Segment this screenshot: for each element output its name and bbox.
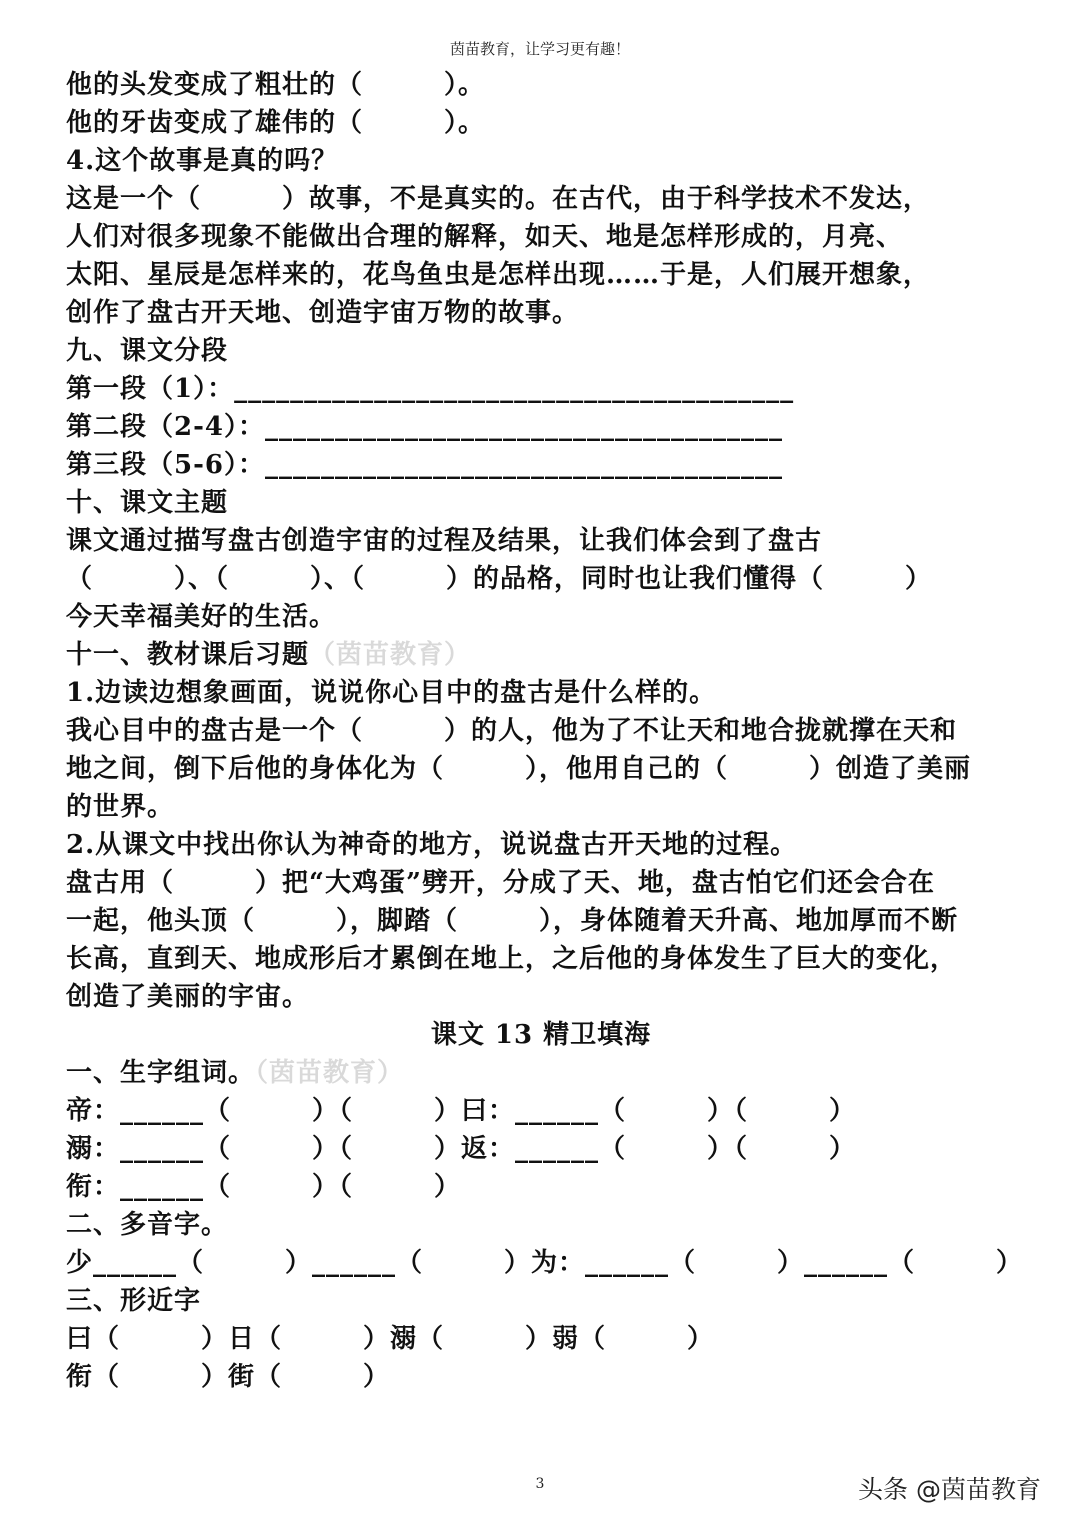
section-heading (66, 636, 1016, 674)
text-line: 盘古用（ ）把“大鸡蛋”劈开，分成了天、地，盘古怕它们还会合在 (66, 868, 935, 898)
exercise-line: 少______（ ）______（ ）为：______（ ）______（ ） (66, 1248, 1024, 1278)
text-line: 今天幸福美好的生活。 (66, 602, 337, 632)
section-heading: 十、课文主题 (66, 488, 229, 518)
text-line: 长高，直到天、地成形后才累倒在地上，之后他的身体发生了巨大的变化， (66, 944, 958, 974)
worksheet-body (66, 66, 1024, 1396)
text-line: 他的牙齿变成了雄伟的（ ）。 (66, 108, 486, 138)
text-line: 人们对很多现象不能做出合理的解释，如天、地是怎样形成的，月亮、 (66, 222, 904, 252)
text-line: 课文通过描写盘古创造宇宙的过程及结果，让我们体会到了盘古 (66, 526, 823, 556)
exercise-line: 溺：______（ ）（ ）返：______（ ）（ ） (66, 1134, 857, 1164)
question-heading: 4.这个故事是真的吗？ (66, 146, 339, 176)
exercise-line: 衔：______（ ）（ ） (66, 1172, 462, 1202)
segment-line: 第二段（2-4）：_____________________________________ (66, 412, 783, 442)
lesson-title: 课文 13 精卫填海 (430, 1020, 652, 1050)
text-line: 一起，他头顶（ ），脚踏（ ），身体随着天升高、地加厚而不断 (66, 906, 959, 936)
text-line: 创造了美丽的宇宙。 (66, 982, 310, 1012)
text-line: 的世界。 (66, 792, 175, 822)
section-heading: 三、形近字 (66, 1286, 202, 1316)
watermark-text: （茵苗教育） (309, 640, 472, 670)
question-heading: 1.边读边想象画面，说说你心目中的盘古是什么样的。 (66, 678, 717, 708)
exercise-line: 曰（ ）日（ ）溺（ ）弱（ ） (66, 1324, 715, 1354)
text-line: 他的头发变成了粗壮的（ ）。 (66, 70, 486, 100)
segment-line: 第三段（5-6）：_____________________________________ (66, 450, 783, 480)
text-line: 太阳、星辰是怎样来的，花鸟鱼虫是怎样出现……于是，人们展开想象， (66, 260, 931, 290)
exercise-line: 衔（ ）街（ ） (66, 1362, 391, 1392)
watermark-text: （茵苗教育） (255, 1058, 405, 1088)
exercise-line: 帝：______（ ）（ ）曰：______（ ）（ ） (66, 1096, 857, 1126)
question-heading: 2.从课文中找出你认为神奇的地方，说说盘古开天地的过程。 (66, 830, 798, 860)
text-line: 我心目中的盘古是一个（ ）的人，他为了不让天和地合拢就撑在天和 (66, 716, 958, 746)
segment-line: 第一段（1）：________________________________________ (66, 374, 795, 404)
text-line: （ ）、（ ）、（ ）的品格，同时也让我们懂得（ ） (66, 564, 933, 594)
section-heading: 二、多音字。 (66, 1210, 229, 1240)
text-line: 创作了盘古开天地、创造宇宙万物的故事。 (66, 298, 580, 328)
section-heading-text: 十一、教材课后习题 (66, 640, 310, 670)
section-heading-text: 一、生字组词。 (66, 1058, 256, 1088)
section-heading (66, 1054, 1016, 1092)
section-heading: 九、课文分段 (66, 336, 229, 366)
corner-watermark: 头条 @茵苗教育 (858, 1475, 1041, 1504)
page-header: 茵苗教育，让学习更有趣！ (449, 40, 630, 58)
text-line: 这是一个（ ）故事，不是真实的。在古代，由于科学技术不发达， (66, 184, 931, 214)
page-number: 3 (535, 1476, 545, 1492)
text-line: 地之间，倒下后他的身体化为（ ），他用自己的（ ）创造了美丽 (66, 754, 972, 784)
